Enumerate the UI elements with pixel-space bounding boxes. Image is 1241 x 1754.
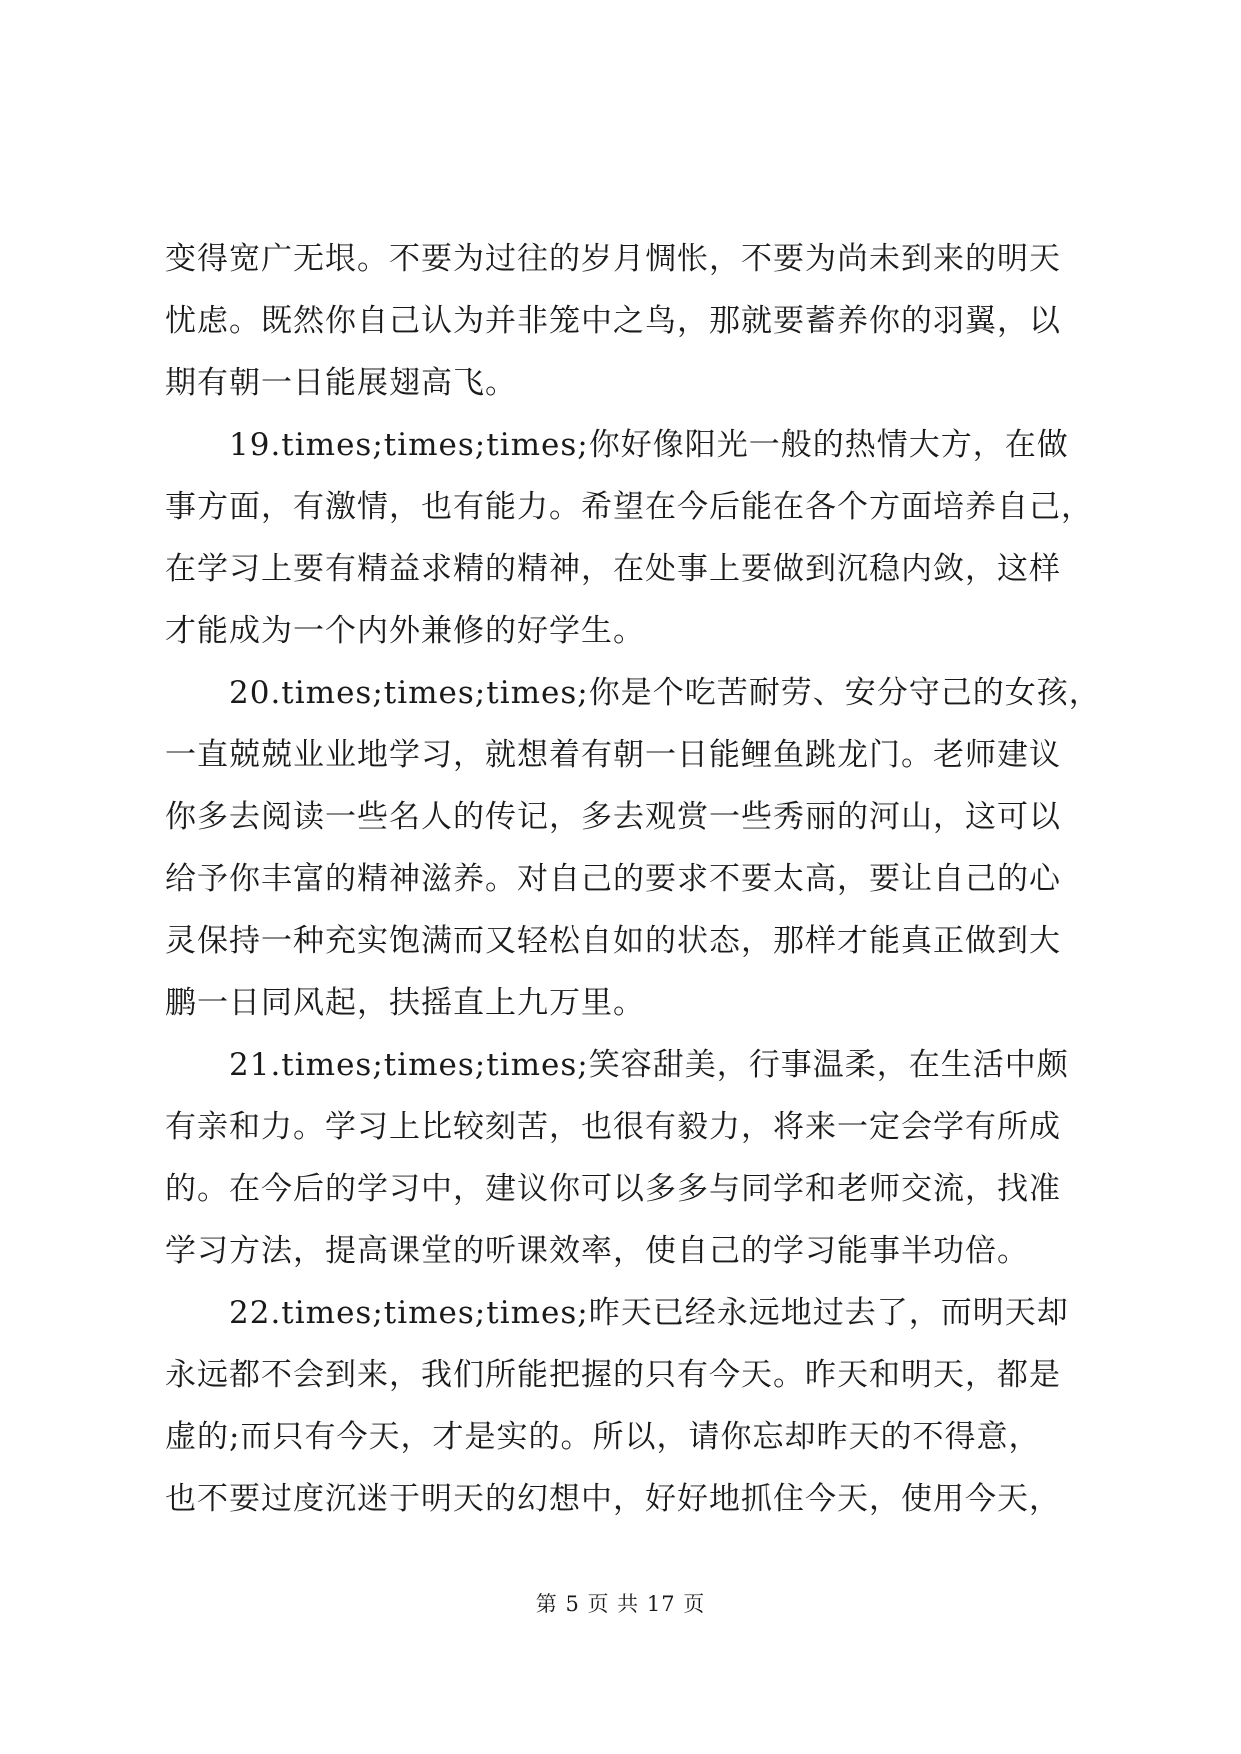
paragraph	[165, 1282, 1090, 1530]
text-line: 期有朝一日能展翅高飞。	[165, 365, 517, 401]
text-line: 永远都不会到来，我们所能把握的只有今天。昨天和明天，都是	[165, 1357, 1061, 1393]
paragraph	[165, 228, 1090, 414]
text-line: 在学习上要有精益求精的精神，在处事上要做到沉稳内敛，这样	[165, 551, 1061, 587]
text-line: 有亲和力。学习上比较刻苦，也很有毅力，将来一定会学有所成	[165, 1109, 1061, 1145]
paragraph	[165, 1034, 1090, 1282]
text-line: 虚的;而只有今天，才是实的。所以，请你忘却昨天的不得意，	[165, 1419, 1041, 1455]
text-line: 也不要过度沉迷于明天的幻想中，好好地抓住今天，使用今天，	[165, 1481, 1061, 1517]
paragraph	[165, 662, 1101, 1034]
text-line: 学习方法，提高课堂的听课效率，使自己的学习能事半功倍。	[165, 1233, 1029, 1269]
text-line: 一直兢兢业业地学习，就想着有朝一日能鲤鱼跳龙门。老师建议	[165, 737, 1061, 773]
text-line: 22.times;times;times;昨天已经永远地过去了，而明天却	[165, 1295, 1069, 1331]
text-line: 才能成为一个内外兼修的好学生。	[165, 613, 645, 649]
document-body	[165, 228, 1101, 1530]
text-line: 的。在今后的学习中，建议你可以多多与同学和老师交流，找准	[165, 1171, 1061, 1207]
page-footer: 第 5 页 共 17 页	[535, 1592, 706, 1616]
text-line: 变得宽广无垠。不要为过往的岁月惆怅，不要为尚未到来的明天	[165, 241, 1061, 277]
text-line: 事方面，有激情，也有能力。希望在今后能在各个方面培养自己，	[165, 489, 1093, 525]
text-line: 忧虑。既然你自己认为并非笼中之鸟，那就要蓄养你的羽翼，以	[165, 303, 1061, 339]
text-line: 21.times;times;times;笑容甜美，行事温柔，在生活中颇	[165, 1047, 1069, 1083]
text-line: 你多去阅读一些名人的传记，多去观赏一些秀丽的河山，这可以	[165, 799, 1061, 835]
text-line: 鹏一日同风起，扶摇直上九万里。	[165, 985, 645, 1021]
text-line: 20.times;times;times;你是个吃苦耐劳、安分守己的女孩，	[165, 675, 1101, 711]
text-line: 灵保持一种充实饱满而又轻松自如的状态，那样才能真正做到大	[165, 923, 1061, 959]
text-line: 给予你丰富的精神滋养。对自己的要求不要太高，要让自己的心	[165, 861, 1061, 897]
paragraph	[165, 414, 1093, 662]
text-line: 19.times;times;times;你好像阳光一般的热情大方，在做	[165, 427, 1069, 463]
